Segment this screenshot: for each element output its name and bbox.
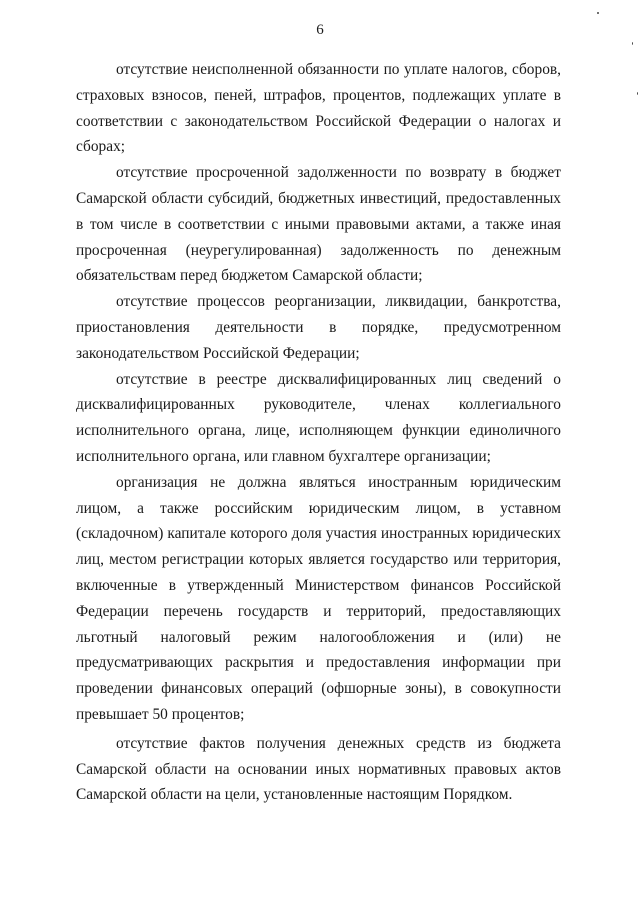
paragraph-other-funding: отсутствие фактов получения денежных средств из бюджета Самарской области на основании иных нормативных правовых актов Самарской области на цели, установленные настоящим Порядком.	[76, 734, 561, 804]
scan-speck	[632, 42, 633, 45]
scan-speck	[597, 12, 599, 14]
scan-speck	[637, 92, 638, 95]
paragraph-foreign-entity: организация не должна являться иностранным юридическим лицом, а также российским юридическим лицом, в уставном (складочном) капитале которого доля участия иностранных юридических лиц, местом регистрации которых является государство или территория, включенные в утвержденный Министерством финансов Российской Федерации перечень государств и территорий, предоставляющих льготный налоговый режим налогообложения и (или) не предусматривающих раскрытия и предоставления информации при проведении финансовых операций (офшорные зоны), в совокупности превышает 50 процентов;	[76, 473, 561, 723]
page-number: 6	[316, 22, 324, 38]
paragraph-disqualified-persons: отсутствие в реестре дисквалифицированных лиц сведений о дисквалифицированных руководителе, членах коллегиального исполнительного органа, лице, исполняющем функции единоличного исполнительного органа, или главном бухгалтере организации;	[76, 370, 561, 465]
paragraph-overdue-debt: отсутствие просроченной задолженности по возврату в бюджет Самарской области субсидий, бюджетных инвестиций, предоставленных в том числе в соответствии с иными правовыми актами, а также иная просроченная (неурегулированная) задолженность по денежным обязательствам перед бюджетом Самарской области;	[76, 164, 561, 285]
document-body	[76, 57, 561, 808]
paragraph-reorganization: отсутствие процессов реорганизации, ликвидации, банкротства, приостановления деятельности в порядке, предусмотренном законодательством Российской Федерации;	[76, 293, 561, 362]
paragraph-tax-obligations: отсутствие неисполненной обязанности по уплате налогов, сборов, страховых взносов, пеней, штрафов, процентов, подлежащих уплате в соответствии с законодательством Российской Федерации о налогах и сборах;	[76, 61, 561, 156]
